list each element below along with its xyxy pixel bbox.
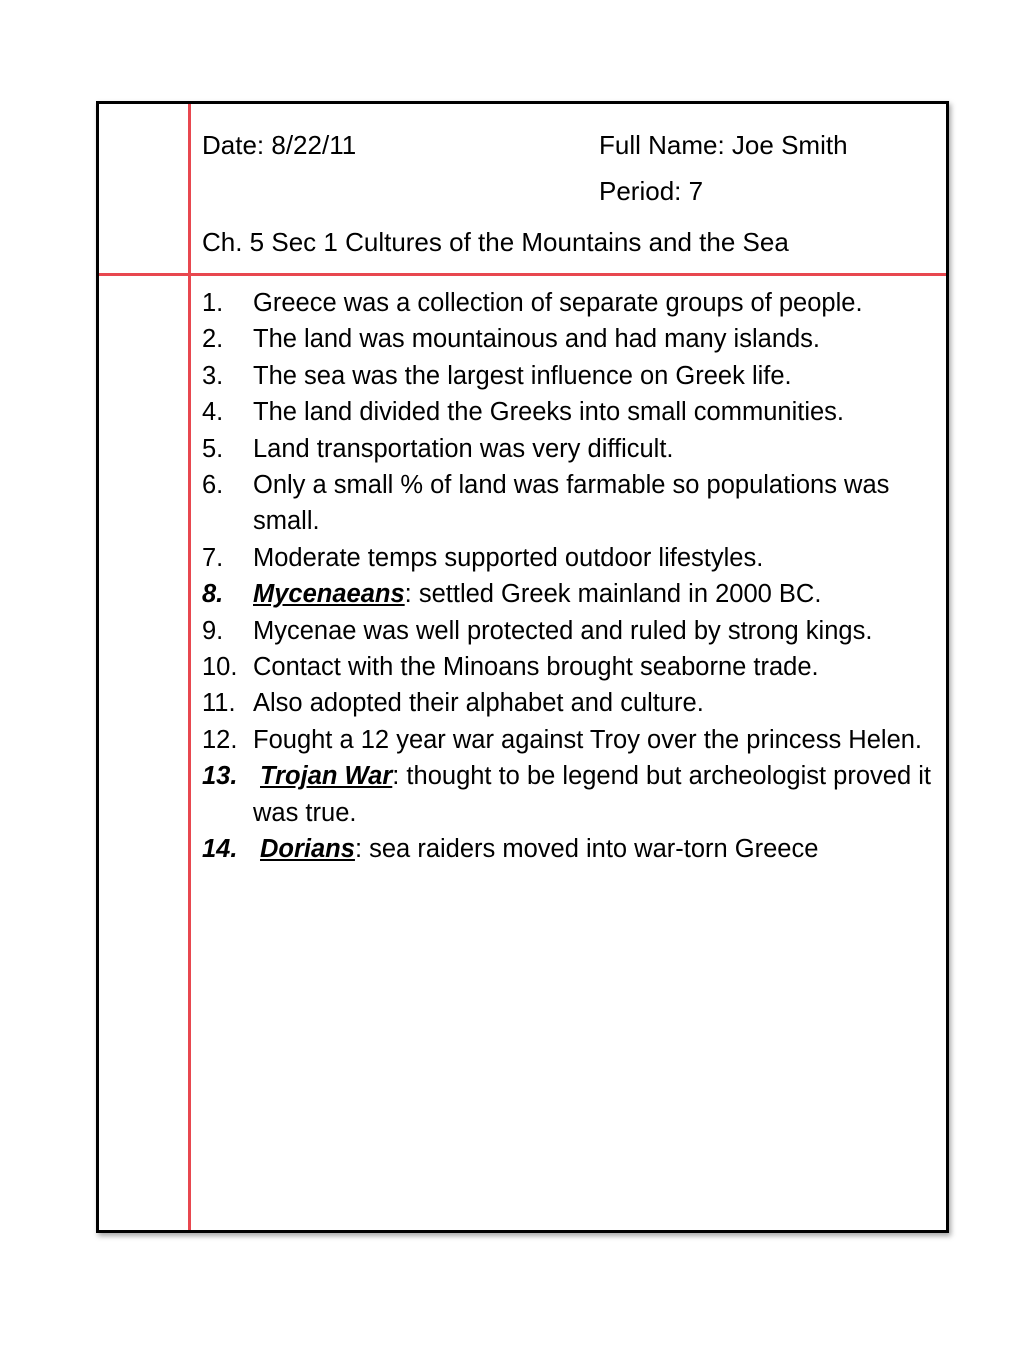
list-item [202,321,937,357]
item-number: 13. [202,762,238,791]
item-number: 6. [202,471,224,500]
item-text: Fought a 12 year war against Troy over the princess Helen. [253,725,923,754]
item-text: Moderate temps supported outdoor lifestyles. [253,543,764,572]
header-divider-line [99,273,946,276]
list-item [202,722,937,758]
item-number: 7. [202,543,224,572]
item-text: Land transportation was very difficult. [253,434,674,463]
full-name-label: Full Name: Joe Smith [599,130,848,160]
list-item [202,685,937,721]
list-item [202,285,937,321]
item-number: 14. [202,835,238,864]
item-text: The land was mountainous and had many islands. [253,325,821,354]
item-number: 12. [202,725,238,754]
list-item [202,467,937,540]
item-number: 2. [202,325,224,354]
topic-title: Ch. 5 Sec 1 Cultures of the Mountains and the Sea [202,227,789,257]
key-term: Trojan War [260,762,393,791]
item-number: 11. [202,689,236,718]
item-number: 9. [202,616,224,645]
item-number: 4. [202,398,224,427]
list-item [202,540,937,576]
list-item [202,576,937,612]
date-label: Date: 8/22/11 [202,130,357,160]
list-item [202,358,937,394]
item-text [253,576,937,612]
key-term: Mycenaeans [253,580,405,609]
list-item [202,613,937,649]
term-definition: : sea raiders moved into war-torn Greece [354,835,819,864]
item-text: Only a small % of land was farmable so populations was small. [253,471,890,536]
list-item [202,649,937,685]
item-number: 10. [202,653,238,682]
item-number: 8. [202,580,224,609]
item-text: The sea was the largest influence on Greek life. [253,361,792,390]
item-text: Mycenae was well protected and ruled by strong kings. [253,616,873,645]
item-text: Contact with the Minoans brought seaborne trade. [253,653,819,682]
item-number: 3. [202,361,224,390]
item-text [253,758,937,831]
list-item [202,831,937,867]
item-text: Greece was a collection of separate groups of people. [253,289,863,317]
list-item [202,394,937,430]
notes-list [202,285,937,868]
list-item [202,431,937,467]
item-text [253,831,937,867]
key-term: Dorians [260,835,355,864]
item-text: Also adopted their alphabet and culture. [253,689,704,718]
item-number: 1. [202,289,224,317]
list-item [202,758,937,831]
term-definition: : settled Greek mainland in 2000 BC. [404,580,822,609]
period-label: Period: 7 [599,176,704,206]
item-number: 5. [202,434,224,463]
term-definition: : thought to be legend but archeologist proved it was true. [253,762,931,827]
item-text: The land divided the Greeks into small communities. [253,398,845,427]
